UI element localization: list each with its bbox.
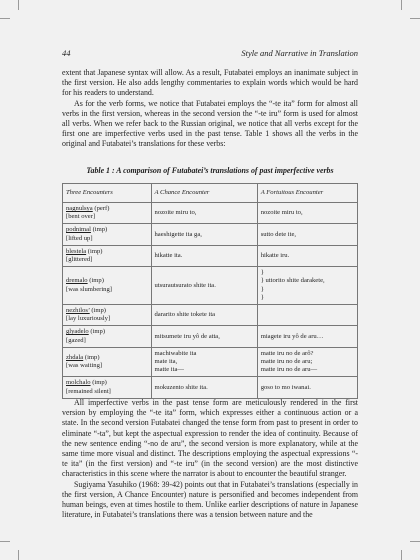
verb-aspect: (imp) — [87, 277, 104, 285]
running-title: Style and Narrative in Translation — [241, 48, 358, 58]
column-header: Three Encounters — [63, 184, 152, 203]
translation-line: hikatte ita. — [154, 251, 183, 259]
translation-line: } — [260, 269, 264, 277]
fortuitous-translation-cell — [257, 245, 357, 266]
translation-line: matte iru no de aru; — [260, 358, 313, 366]
translation-line: utsurautsurato shite ita. — [154, 281, 216, 289]
russian-verb: podnimal — [66, 226, 91, 234]
russian-verb: nezhilos’ — [66, 307, 90, 315]
original-verb-cell — [63, 245, 152, 266]
table-row — [63, 245, 358, 266]
table-row — [63, 347, 358, 377]
verb-gloss: [bent over] — [66, 213, 96, 221]
chance-translation-cell — [151, 347, 257, 377]
table-row — [63, 203, 358, 224]
page-number: 44 — [62, 48, 71, 58]
verb-aspect: (perf) — [92, 205, 110, 212]
russian-verb: nagnulsya — [66, 205, 93, 212]
translation-line: sutto dete ite, — [260, 230, 297, 238]
translation-line: hikatte iru. — [260, 251, 290, 259]
verb-gloss: [was slumbering] — [66, 285, 112, 293]
original-verb-cell — [63, 224, 152, 245]
verb-gloss: [glittered] — [66, 256, 93, 264]
table-caption: Table 1 : A comparison of Futabatei’s translations of past imperfective verbs — [86, 166, 334, 175]
chance-translation-cell — [151, 326, 257, 347]
table-row — [63, 377, 358, 398]
fortuitous-translation-cell — [257, 305, 357, 326]
russian-verb: blestela — [66, 247, 87, 255]
translation-line: matte iru no de arô? — [260, 349, 314, 357]
verb-gloss: [gazed] — [66, 336, 86, 344]
translation-line: nozoite miru to, — [154, 209, 197, 217]
fortuitous-translation-cell — [257, 326, 357, 347]
translation-line: goso to mo iwanai. — [260, 383, 311, 391]
russian-verb: molchalo — [66, 379, 91, 387]
translation-line: matte iru no de aru— — [260, 366, 318, 374]
translation-line: dararito shite tokete ita — [154, 311, 216, 319]
chance-translation-cell — [151, 224, 257, 245]
chance-translation-cell — [151, 203, 257, 224]
verb-aspect: (imp) — [90, 379, 107, 387]
column-header: A Fortuitous Encounter — [257, 184, 357, 203]
fortuitous-translation-cell — [257, 224, 357, 245]
fortuitous-translation-cell — [257, 267, 357, 305]
verb-aspect: (imp) — [86, 247, 103, 255]
chance-translation-cell — [151, 305, 257, 326]
russian-verb: dremalo — [66, 277, 88, 285]
translation-line: } — [260, 285, 264, 293]
paragraph: extent that Japanese syntax will allow. As a result, Futabatei employs an inanimate subject in the first version. He also adds lengthy commentaries to explain words which would be hard for his readers to understand. — [62, 68, 358, 98]
paragraph: Sugiyama Yasuhiko (1968: 39-42) points out that in Futabatei’s translations (especially in the first version, A Chance Encounter) nature is personified and becomes independent from human beings, even at times hostile to them. Unlike earlier descriptions of nature in Japanese literature, in Futabatei’s translations there was a tension between nature and the — [62, 479, 358, 520]
translation-line: } uttorito shite darakete, — [260, 277, 325, 285]
paragraph: As for the verb forms, we notice that Futabatei employs the “-te ita” form for almost all verbs in the first version, whereas in the second version the “-te iru” form is used for almost all verbs. When we refer back to the Russian original, we notice that all verbs except for the first one are imperfective verbs used in the past tense. Table 1 shows all the verbs in the original and Futabatei’s translations for these verbs: — [62, 98, 358, 149]
table-row — [63, 305, 358, 326]
chance-translation-cell — [151, 377, 257, 398]
translation-line: nozoite miru to, — [260, 209, 303, 217]
translation-line: miagete iru yô de aru… — [260, 332, 324, 340]
verb-aspect: (imp) — [88, 328, 106, 336]
verb-gloss: [lay luxuriously] — [66, 315, 111, 323]
translation-line: } — [260, 293, 264, 301]
translation-line: mokuzento shite ita. — [154, 383, 208, 391]
fortuitous-translation-cell — [257, 377, 357, 398]
comparison-table — [62, 183, 358, 399]
original-verb-cell — [63, 203, 152, 224]
verb-aspect: (imp) — [90, 226, 108, 234]
column-header: A Chance Encounter — [151, 184, 257, 203]
original-verb-cell — [63, 347, 152, 377]
table-row — [63, 224, 358, 245]
chance-translation-cell — [151, 245, 257, 266]
verb-gloss: [lifted up] — [66, 234, 93, 242]
table-header-row — [63, 184, 358, 203]
chance-translation-cell — [151, 267, 257, 305]
table-row — [63, 267, 358, 305]
running-header — [62, 48, 358, 60]
russian-verb: zhdala — [66, 353, 84, 361]
verb-aspect: (imp) — [83, 353, 100, 361]
verb-gloss: [was waiting] — [66, 362, 103, 370]
translation-line: matte ita— — [154, 366, 184, 374]
fortuitous-translation-cell — [257, 347, 357, 377]
original-verb-cell — [63, 326, 152, 347]
translation-line: haeshigette ita ga, — [154, 230, 202, 238]
translation-line: mitsumete iru yô de atta, — [154, 332, 220, 340]
original-verb-cell — [63, 267, 152, 305]
translation-line: machiwabite ita — [154, 349, 197, 357]
verb-aspect: (imp) — [89, 307, 106, 315]
body-text — [62, 398, 358, 520]
paragraph: All imperfective verbs in the past tense form are meticulously rendered in the first version by employing the “-te ita” form, which expresses either a continuous action or a state. In the second version Futabatei changed the tense form from past to present in order to eliminate “-ta”, but kept the aspectual expression to render the idea of continuity. Because of the new sentence ending “-no de aru”, the second version is more explanatory, while at the same time more visual and distinct. The descriptions employing the aspectual expressions “-te ita” (in the first version) and “-te iru” (in the second version) are the most distinctive characteristics in this scene where the narrator is about to encounter the beautiful stranger. — [62, 398, 358, 479]
original-verb-cell — [63, 377, 152, 398]
russian-verb: glyadelo — [66, 328, 89, 336]
verb-gloss: [remained silent] — [66, 387, 111, 395]
intro-text — [62, 68, 358, 150]
table-row — [63, 326, 358, 347]
translation-line: mate ita, — [154, 358, 178, 366]
fortuitous-translation-cell — [257, 203, 357, 224]
original-verb-cell — [63, 305, 152, 326]
